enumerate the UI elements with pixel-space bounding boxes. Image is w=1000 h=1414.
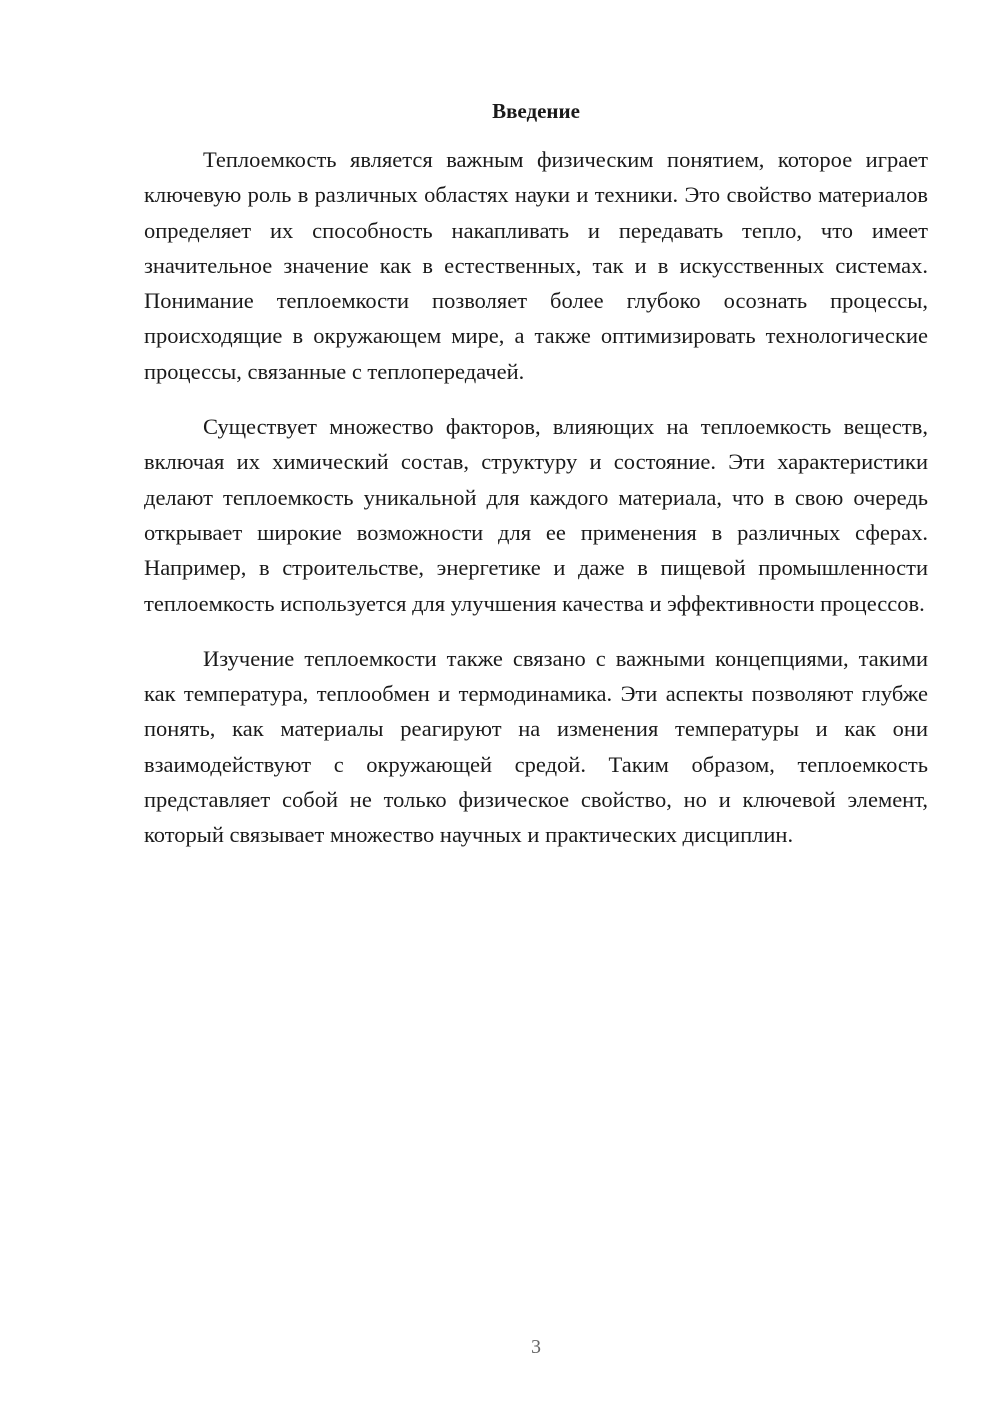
paragraph-2: Существует множество факторов, влияющих на теплоемкость веществ, включая их химический состав, структуру и состояние. Эти характеристики делают теплоемкость уникальной для каждого материала, что в свою очередь открывает широкие возможности для ее применения в различных сферах. Например, в строительстве, энергетике и даже в пищевой промышленности теплоемкость используется для улучшения качества и эффективности процессов.: [144, 414, 928, 616]
paragraph-1: Теплоемкость является важным физическим понятием, которое играет ключевую роль в различных областях науки и техники. Это свойство материалов определяет их способность накапливать и передавать тепло, что имеет значительное значение как в естественных, так и в искусственных системах. Понимание теплоемкости позволяет более глубоко осознать процессы, происходящие в окружающем мире, а также оптимизировать технологические процессы, связанные с теплопередачей.: [144, 147, 928, 384]
section-heading: Введение: [492, 99, 580, 123]
page-number: 3: [531, 1336, 541, 1358]
paragraph-3: Изучение теплоемкости также связано с важными концепциями, такими как температура, теплообмен и термодинамика. Эти аспекты позволяют глубже понять, как материалы реагируют на изменения температуры и как они взаимодействуют с окружающей средой. Таким образом, теплоемкость представляет собой не только физическое свойство, но и ключевой элемент, который связывает множество научных и практических дисциплин.: [144, 645, 928, 848]
body-text: [144, 142, 928, 873]
